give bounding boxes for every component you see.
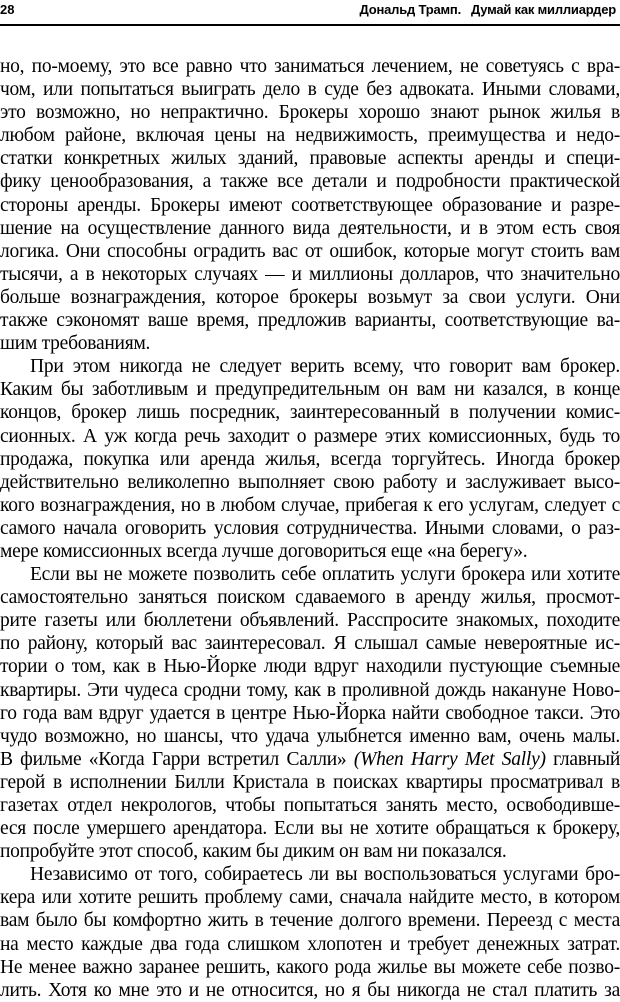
- text-line: [0, 101, 620, 124]
- text-line: [0, 909, 620, 932]
- line-text: чом, или попытаться выиграть дело в суде без адвоката. Иными словами,: [0, 79, 620, 101]
- text-line: [0, 309, 620, 332]
- line-text: Если вы не можете позволить себе оплатить услуги брокера или хотите: [30, 564, 620, 586]
- line-text: больше вознаграждения, которое брокеры возьмут за свои услуги. Они: [0, 286, 620, 308]
- text-line: [0, 286, 620, 309]
- line-text: Независимо от того, собираетесь ли вы воспользоваться услугами бро-: [30, 864, 620, 886]
- line-text: Каким бы заботливым и предупредительным он вам ни казался, в конце: [0, 379, 620, 401]
- text-line: [0, 956, 620, 979]
- line-text: но, по-моему, это все равно что заниматься лечением, не советуясь с вра-: [0, 56, 620, 77]
- line-text: фику ценообразования, а также все детали и подробности практической: [0, 171, 620, 193]
- line-text: самостоятельно заняться поиском сдаваемого в аренду жилья, просмот-: [0, 587, 620, 609]
- header-rule: [0, 24, 620, 26]
- line-text: любом районе, включая цены на недвижимость, преимущества и недо-: [0, 125, 620, 147]
- text-line: [0, 679, 620, 702]
- text-line: [0, 817, 620, 840]
- line-text: статки конкретных жилых зданий, правовые аспекты аренды и специ-: [0, 148, 620, 170]
- line-text: шим требованиям.: [0, 333, 151, 355]
- line-text: стороны аренды. Брокеры имеют соответствующее образование и разре-: [0, 194, 620, 216]
- line-text: вам было бы комфортно жить в течение долгого времени. Переезд с места: [0, 910, 620, 932]
- line-text: еся после умершего арендатора. Если вы не хотите обращаться к брокеру,: [0, 818, 620, 840]
- line-text: кого вознаграждения, но в любом случае, прибегая к его услугам, следует с: [0, 494, 620, 516]
- text-line: [0, 448, 620, 471]
- header-author: Дональд Трамп.: [359, 2, 461, 17]
- text-line: [0, 886, 620, 909]
- text-line: [0, 540, 620, 563]
- running-header: [0, 0, 620, 24]
- line-text: продажа, покупка или аренда жилья, всегда торгуйтесь. Иногда брокер: [0, 448, 620, 470]
- line-text: по району, который вас заинтересовал. Я слышал самые невероятные ис-: [0, 633, 620, 655]
- text-line: [0, 147, 620, 170]
- line-text: также сэкономят ваше время, предложив варианты, соответствующие ва-: [0, 310, 620, 332]
- text-line: [0, 725, 620, 748]
- text-line: [0, 78, 620, 101]
- text-line: [0, 863, 620, 886]
- line-text: рите газеты или бюллетени объявлений. Расспросите знакомых, походите: [0, 610, 620, 632]
- text-line: [0, 794, 620, 817]
- running-title: [360, 2, 616, 17]
- text-line: [0, 563, 620, 586]
- text-line: [0, 586, 620, 609]
- line-text: сионных. А уж когда речь заходит о размере этих комиссионных, будь то: [0, 425, 620, 447]
- line-text: При этом никогда не следует верить всему, что говорит вам брокер.: [30, 356, 620, 378]
- text-line: [0, 55, 620, 78]
- line-text: концов, брокер лишь посредник, заинтересованный в получении комис-: [0, 402, 620, 424]
- line-text: тысячи, а в некоторых случаях — и миллионы долларов, что значительно: [0, 263, 620, 285]
- text-line: [0, 632, 620, 655]
- body-text: [0, 55, 620, 1002]
- text-line: [0, 332, 620, 355]
- line-text: попробуйте этот способ, каким бы диким он вам ни показался.: [0, 841, 507, 863]
- line-text: го года вам вдруг удается в центре Нью-Йорка найти свободное такси. Это: [0, 702, 620, 724]
- text-line: [0, 979, 620, 1002]
- line-text: действительно великолепно выполняет свою работу и заслуживает высо-: [0, 471, 620, 493]
- line-text: газетах отдел некрологов, чтобы попытаться занять место, освободивше-: [0, 795, 620, 816]
- text-line: [0, 217, 620, 240]
- header-book-title: Думай как миллиардер: [471, 2, 616, 17]
- text-line: [0, 517, 620, 540]
- text-line: [0, 124, 620, 147]
- line-text: шение на осуществление данного вида деятельности, и в этом есть своя: [0, 217, 620, 239]
- text-line: [0, 609, 620, 632]
- line-text: герой в исполнении Билли Кристала в поисках квартиры просматривал в: [0, 771, 620, 793]
- text-line: [0, 425, 620, 448]
- text-line: [0, 378, 620, 401]
- line-text: кера или хотите решить проблему сами, сначала найдите место, в котором: [0, 887, 620, 909]
- text-line: [0, 771, 620, 794]
- line-text: это возможно, но непрактично. Брокеры хорошо знают рынок жилья в: [0, 102, 620, 124]
- film-title-italic: (When Harry Met Sally): [353, 748, 546, 770]
- line-text: на место каждые два года слишком хлопотен и требует денежных затрат.: [0, 933, 620, 955]
- line-text: главный: [545, 748, 620, 770]
- text-line: [0, 494, 620, 517]
- text-line: [0, 933, 620, 956]
- text-line: [0, 194, 620, 217]
- line-text: В фильме «Когда Гарри встретил Салли»: [0, 748, 354, 770]
- text-line: [0, 748, 620, 771]
- line-text: мере комиссионных всегда лучше договориться еще «на берегу».: [0, 540, 528, 562]
- line-text: самого начала оговорить условия сотрудничества. Иными словами, о раз-: [0, 517, 620, 539]
- text-line: [0, 355, 620, 378]
- line-text: логика. Они способны оградить вас от ошибок, которые могут стоить вам: [0, 240, 620, 262]
- text-line: [0, 240, 620, 263]
- line-text: чудо возможно, но шансы, что удача улыбнется именно вам, очень малы.: [0, 725, 620, 747]
- text-line: [0, 170, 620, 193]
- line-text: лить. Хотя ко мне это и не относится, но я бы никогда не стал платить за: [0, 979, 620, 1001]
- text-line: [0, 401, 620, 424]
- text-line: [0, 702, 620, 725]
- text-line: [0, 655, 620, 678]
- line-text: квартиры. Эти чудеса сродни тому, как в проливной дождь накануне Ново-: [0, 679, 620, 701]
- text-line: [0, 471, 620, 494]
- line-text: Не менее важно заранее решить, какого рода жилье вы можете себе позво-: [0, 956, 620, 978]
- text-line: [0, 840, 620, 863]
- page-number: 28: [0, 2, 15, 17]
- text-line: [0, 263, 620, 286]
- line-text: тории о том, как в Нью-Йорке люди вдруг находили пустующие съемные: [0, 656, 620, 678]
